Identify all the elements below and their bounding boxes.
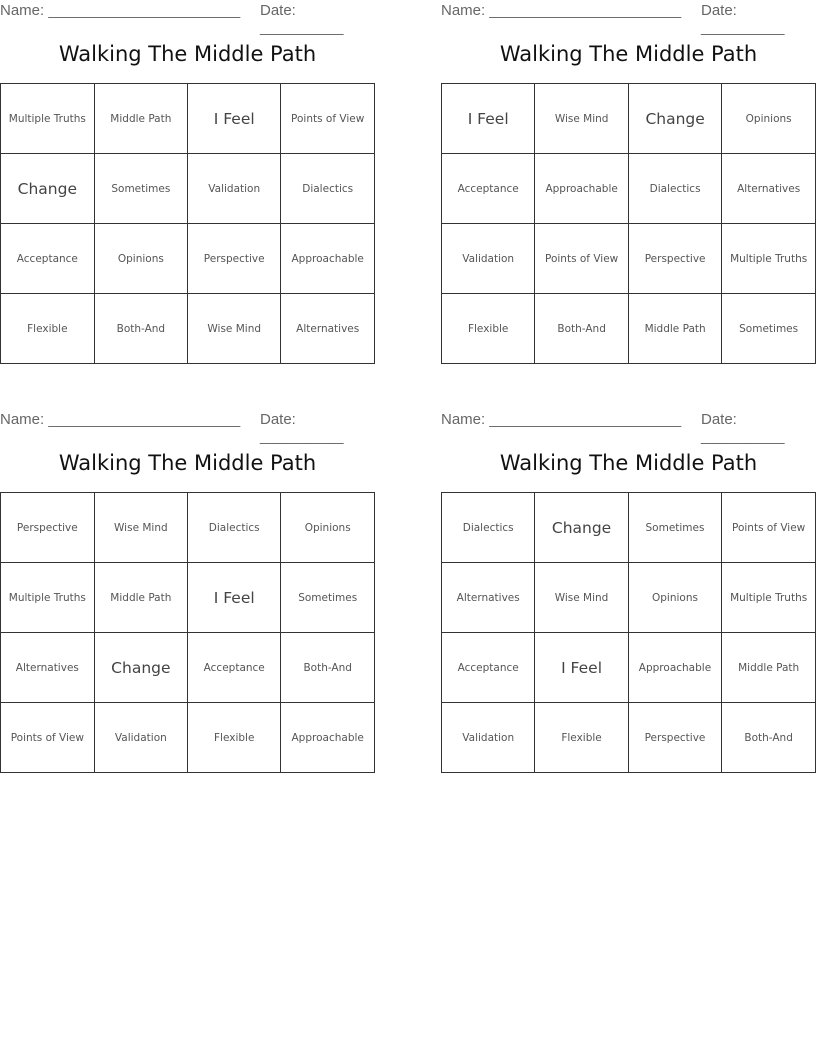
bingo-cell[interactable]: Dialectics (281, 154, 375, 224)
bingo-grid (441, 492, 816, 773)
bingo-cell[interactable]: Points of View (281, 84, 375, 154)
name-field[interactable]: Name: _______________________ (441, 411, 682, 428)
grid-row (1, 154, 375, 224)
bingo-cell[interactable]: Multiple Truths (722, 224, 816, 294)
grid-row (442, 633, 816, 703)
card-header (441, 409, 816, 445)
bingo-cell[interactable]: Validation (442, 703, 535, 773)
bingo-cell[interactable]: Wise Mind (535, 84, 629, 154)
grid-row (1, 224, 375, 294)
grid-row (442, 294, 816, 364)
date-field[interactable]: Date: __________ (701, 2, 785, 36)
bingo-cell[interactable]: Both-And (94, 294, 187, 364)
grid-row (442, 493, 816, 563)
grid-row (442, 703, 816, 773)
bingo-cell[interactable]: Middle Path (628, 294, 721, 364)
bingo-cell[interactable]: Middle Path (94, 563, 187, 633)
bingo-cell[interactable]: Opinions (628, 563, 722, 633)
bingo-grid (441, 83, 816, 364)
bingo-cell[interactable]: Multiple Truths (722, 563, 816, 633)
bingo-cell[interactable]: Approachable (281, 224, 375, 294)
date-field[interactable]: Date: __________ (260, 411, 344, 445)
bingo-cell[interactable]: Approachable (535, 154, 629, 224)
bingo-cell[interactable]: Opinions (94, 224, 187, 294)
bingo-cell[interactable]: Alternatives (442, 563, 535, 633)
bingo-cell[interactable]: Flexible (442, 294, 535, 364)
card-title: Walking The Middle Path (499, 42, 758, 66)
bingo-cell[interactable]: Sometimes (94, 154, 187, 224)
bingo-cell[interactable]: Dialectics (628, 154, 721, 224)
bingo-cell[interactable]: I Feel (188, 563, 281, 633)
bingo-cell[interactable]: Dialectics (188, 493, 281, 563)
grid-row (1, 563, 375, 633)
bingo-grid (0, 83, 375, 364)
bingo-cell[interactable]: Multiple Truths (1, 563, 95, 633)
bingo-cell[interactable]: I Feel (188, 84, 281, 154)
name-field[interactable]: Name: _______________________ (0, 2, 241, 19)
bingo-cell[interactable]: Alternatives (281, 294, 375, 364)
grid-row (1, 703, 375, 773)
grid-row (1, 294, 375, 364)
card-title: Walking The Middle Path (58, 451, 317, 475)
grid-row (442, 84, 816, 154)
bingo-cell[interactable]: Perspective (628, 703, 722, 773)
card-title: Walking The Middle Path (499, 451, 758, 475)
bingo-cell[interactable]: Dialectics (442, 493, 535, 563)
bingo-cell[interactable]: Points of View (1, 703, 95, 773)
bingo-cell[interactable]: Flexible (1, 294, 95, 364)
bingo-card-1 (0, 0, 375, 335)
bingo-cell[interactable]: Change (628, 84, 721, 154)
bingo-cell[interactable]: Perspective (628, 224, 721, 294)
bingo-cell[interactable]: Change (535, 493, 628, 563)
bingo-cell[interactable]: Sometimes (628, 493, 722, 563)
bingo-cell[interactable]: I Feel (442, 84, 535, 154)
bingo-cell[interactable]: Change (94, 633, 187, 703)
grid-row (442, 154, 816, 224)
card-header (0, 409, 375, 445)
date-field[interactable]: Date: __________ (701, 411, 785, 445)
bingo-cell[interactable]: Sometimes (722, 294, 816, 364)
card-header (441, 0, 816, 36)
card-header (0, 0, 375, 36)
grid-row (1, 493, 375, 563)
bingo-cell[interactable]: Validation (94, 703, 187, 773)
bingo-cell[interactable]: Validation (188, 154, 281, 224)
bingo-cell[interactable]: Wise Mind (535, 563, 628, 633)
bingo-cell[interactable]: Middle Path (94, 84, 187, 154)
bingo-cell[interactable]: Alternatives (722, 154, 816, 224)
bingo-grid (0, 492, 375, 773)
bingo-card-4 (441, 409, 816, 744)
bingo-cell[interactable]: I Feel (535, 633, 628, 703)
bingo-cell[interactable]: Acceptance (188, 633, 281, 703)
bingo-cell[interactable]: Flexible (188, 703, 281, 773)
bingo-cell[interactable]: Perspective (188, 224, 281, 294)
grid-row (442, 224, 816, 294)
bingo-cell[interactable]: Flexible (535, 703, 628, 773)
grid-row (1, 84, 375, 154)
bingo-cell[interactable]: Perspective (1, 493, 95, 563)
bingo-cell[interactable]: Points of View (535, 224, 629, 294)
bingo-cell[interactable]: Opinions (722, 84, 816, 154)
bingo-cell[interactable]: Acceptance (1, 224, 95, 294)
bingo-cell[interactable]: Sometimes (281, 563, 375, 633)
bingo-cell[interactable]: Acceptance (442, 633, 535, 703)
bingo-cell[interactable]: Opinions (281, 493, 375, 563)
bingo-cell[interactable]: Multiple Truths (1, 84, 95, 154)
name-field[interactable]: Name: _______________________ (0, 411, 241, 428)
bingo-cell[interactable]: Wise Mind (188, 294, 281, 364)
bingo-cell[interactable]: Middle Path (722, 633, 816, 703)
bingo-cell[interactable]: Both-And (535, 294, 629, 364)
date-field[interactable]: Date: __________ (260, 2, 344, 36)
grid-row (1, 633, 375, 703)
bingo-cell[interactable]: Points of View (722, 493, 816, 563)
card-title: Walking The Middle Path (58, 42, 317, 66)
bingo-cell[interactable]: Wise Mind (94, 493, 187, 563)
bingo-card-3 (0, 409, 375, 744)
grid-row (442, 563, 816, 633)
bingo-cell[interactable]: Both-And (722, 703, 816, 773)
bingo-cell[interactable]: Change (1, 154, 95, 224)
name-field[interactable]: Name: _______________________ (441, 2, 682, 19)
bingo-cell[interactable]: Acceptance (442, 154, 535, 224)
bingo-cell[interactable]: Alternatives (1, 633, 95, 703)
bingo-cell[interactable]: Approachable (628, 633, 722, 703)
bingo-cell[interactable]: Both-And (281, 633, 375, 703)
bingo-cell[interactable]: Validation (442, 224, 535, 294)
bingo-cell[interactable]: Approachable (281, 703, 375, 773)
bingo-card-2 (441, 0, 816, 335)
